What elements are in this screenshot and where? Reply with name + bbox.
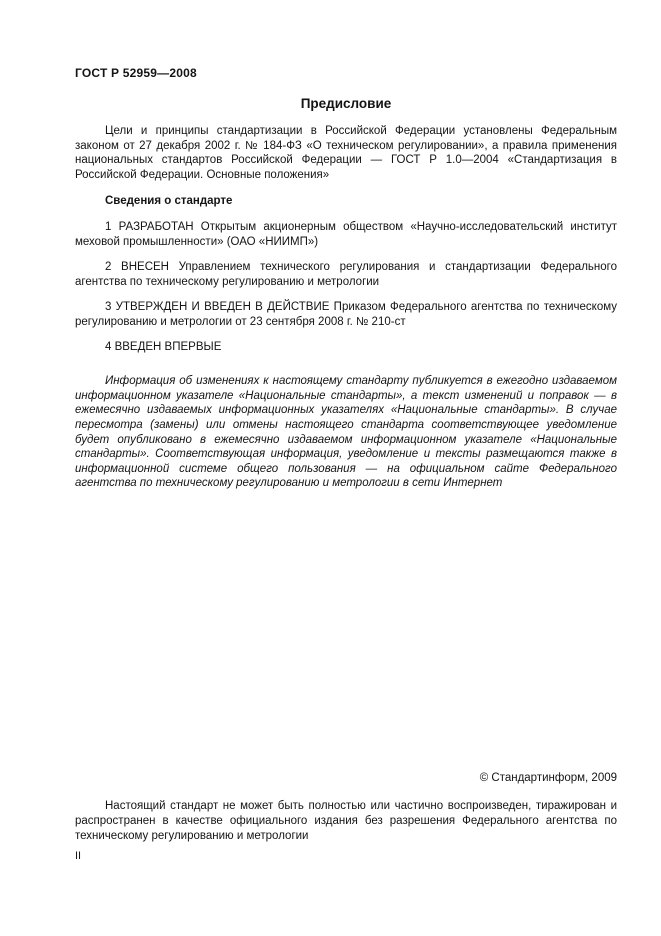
reproduction-notice: Настоящий стандарт не может быть полностью или частично воспроизведен, тиражирован и распространен в качестве официального издания без разрешения Федерального агентства по техническому регулированию и метрологии — [75, 800, 617, 842]
section-heading: Сведения о стандарте — [105, 195, 233, 208]
foreword-item-developed: 1 РАЗРАБОТАН Открытым акционерным обществом «Научно-исследовательский институт меховой промышленности» (ОАО «НИИМП») — [75, 220, 617, 248]
page-number: II — [75, 850, 82, 863]
foreword-item-submitted: 2 ВНЕСЕН Управлением технического регулирования и стандартизации Федерального агентства по техническому регулированию и метрологии — [75, 261, 617, 288]
standard-number: ГОСТ Р 52959—2008 — [75, 66, 197, 80]
foreword-item-first-introduced: 4 ВВЕДЕН ВПЕРВЫЕ — [105, 340, 222, 353]
copyright-notice: © Стандартинформ, 2009 — [479, 771, 617, 784]
page-title: Предисловие — [300, 96, 392, 111]
amendments-note: Информация об изменениях к настоящему стандарту публикуется в ежегодно издаваемом информационном указателе «Национальные стандарты», а текст изменений и поправок — в ежемесячно издаваемых информационных указателях «Национальные стандарты». В случае пересмотра (замены) или отмены настоящего стандарта соответствующее уведомление будет опубликовано в ежемесячно издаваемом информационном указателе «Национальные стандарты». Соответствующая информация, уведомление и тексты размещаются также в информационной системе общего пользования — на официальном сайте Федерального агентства по техническому регулированию и метрологии в сети Интернет — [75, 375, 617, 490]
foreword-item-approved: 3 УТВЕРЖДЕН И ВВЕДЕН В ДЕЙСТВИЕ Приказом Федерального агентства по техническому регулированию и метрологии от 23 сентября 2008 г. № 210-ст — [75, 301, 617, 328]
intro-paragraph: Цели и принципы стандартизации в Российской Федерации установлены Федеральным законом от 27 декабря 2002 г. № 184-ФЗ «О техническом регулировании», а правила применения национальных стандартов Российской Федерации — ГОСТ Р 1.0—2004 «Стандартизация в Российской Федерации. Основные положения» — [75, 125, 617, 181]
